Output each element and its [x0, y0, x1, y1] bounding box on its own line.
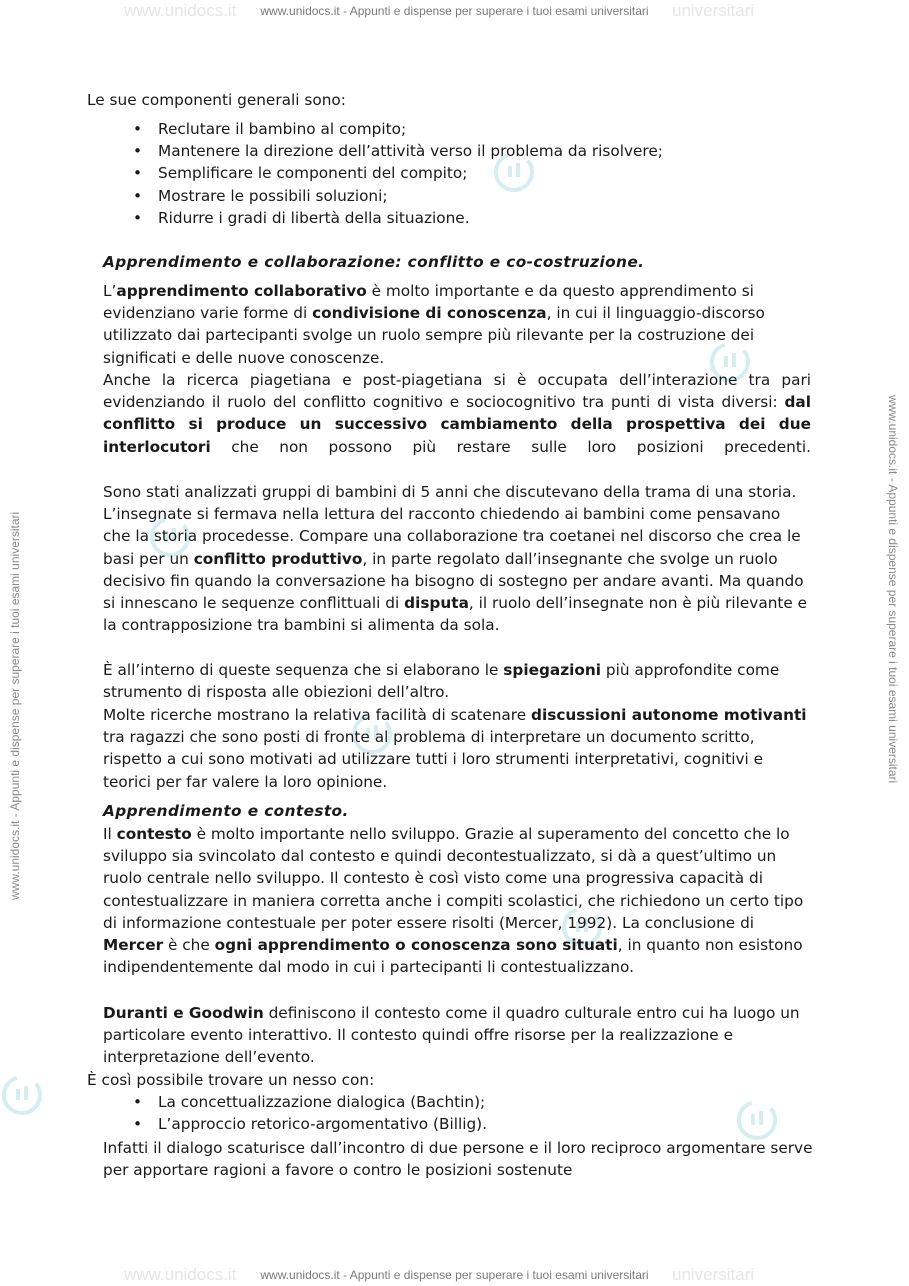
- unidocs-logo-icon: [0, 1073, 44, 1117]
- list-item: • L’approccio retorico-argomentativo (Billig).: [130, 1113, 810, 1135]
- text-run: Anche la ricerca piagetiana e post-piagetiana si è occupata dell’interazione tra pari evidenziando il ruolo del conflitto cognitivo e sociocognitivo tra punti di vista diversi:: [103, 371, 811, 412]
- list-item: • Reclutare il bambino al compito;: [130, 118, 810, 140]
- section-heading-collaboration: Apprendimento e collaborazione: conflitto e co-costruzione.: [103, 253, 645, 271]
- watermark-side-right: www.unidocs.it - Appunti e dispense per superare i tuoi esami universitari: [886, 395, 900, 784]
- emphasis: spiegazioni: [503, 661, 601, 679]
- emphasis: disputa: [404, 594, 469, 613]
- text-run: che non possono più restare sulle loro posizioni precedenti.: [210, 437, 811, 456]
- watermark-ghost-bottom-right: universitari: [672, 1265, 755, 1284]
- text-run: è molto importante e da questo apprendimento si evidenziano varie forme di: [103, 282, 754, 323]
- text-run: È all’interno di queste sequenza che si elaborano le: [103, 661, 504, 679]
- emphasis: contesto: [116, 825, 192, 843]
- watermark-header: www.unidocs.it - Appunti e dispense per superare i tuoi esami universitari: [260, 4, 649, 18]
- emphasis: Duranti e Goodwin: [103, 1004, 264, 1022]
- emphasis: conflitto produttivo: [193, 549, 363, 568]
- watermark-ghost-bottom-left: www.unidocs.it: [124, 1265, 237, 1284]
- section-heading-context: Apprendimento e contesto.: [103, 802, 349, 820]
- paragraph: [103, 1002, 803, 1069]
- paragraph: [103, 823, 811, 978]
- emphasis: Mercer: [103, 936, 164, 955]
- text-run: , in cui il linguaggio-discorso utilizzato dai partecipanti svolge un ruolo sempre più rilevante per la costruzione dei significati e delle nuove conoscenze.: [103, 304, 765, 367]
- emphasis: dal conflitto si produce un successivo cambiamento della prospettiva dei due interlocutori: [103, 393, 811, 456]
- emphasis: discussioni autonome motivanti: [531, 706, 807, 724]
- text-run: più approfondite come strumento di risposta alle obiezioni dell’altro.: [103, 661, 780, 702]
- text-run: Sono stati analizzati gruppi di bambini di 5 anni che discutevano della trama di una storia. L’insegnate si fermava nella lettura del racconto chiedendo ai bambini come pensavano che la storia procedesse. Compare una collaborazione tra coetanei nel discorso che crea le basi per un: [103, 483, 801, 568]
- paragraph: [103, 704, 809, 793]
- paragraph: [103, 280, 791, 369]
- text-run: , il ruolo dell’insegnate non è più rilevante e la contrapposizione tra bambini si alimenta da sola.: [103, 594, 808, 635]
- text-run: tra ragazzi che sono posti di fronte al problema di interpretare un documento scritto, rispetto a cui sono motivati ad utilizzare tutti i loro strumenti interpretativi, cognitivi e teorici per far valere la loro opinione.: [103, 728, 764, 791]
- list-item: • Semplificare le componenti del compito;: [130, 162, 810, 184]
- text-run: , in quanto non esistono indipendentemente dal modo in cui i partecipanti li contestualizzano.: [103, 936, 803, 977]
- paragraph: [103, 481, 811, 636]
- components-list: [130, 118, 810, 229]
- text-run: Il: [103, 825, 117, 843]
- text-run: L’: [103, 282, 117, 300]
- text-run: è che: [163, 936, 215, 955]
- text-run: Molte ricerche mostrano la relativa facilità di scatenare: [103, 706, 532, 724]
- watermark-side-left: www.unidocs.it - Appunti e dispense per superare i tuoi esami universitari: [8, 511, 22, 900]
- nexus-intro: È così possibile trovare un nesso con:: [87, 1071, 375, 1089]
- components-intro: Le sue componenti generali sono:: [87, 91, 346, 109]
- text-run: , in parte regolato dall’insegnante che svolge un ruolo decisivo fin quando la conversazione ha bisogno di sostegno per andare avanti. Ma quando si innescano le sequenze conflittuali di: [103, 549, 804, 613]
- text-run: definiscono il contesto come il quadro culturale entro cui ha luogo un particolare evento interattivo. Il contesto quindi offre risorse per la realizzazione e interpretazione dell’evento.: [103, 1004, 800, 1067]
- text-run: è molto importante nello sviluppo. Grazie al superamento del concetto che lo sviluppo sia svincolato dal contesto e quindi decontestualizzato, si dà a quest’ultimo un ruolo centrale nello sviluppo. Il contesto è così visto come una progressiva capacità di contestualizzare in maniera corretta anche i compiti scolastici, che richiedono un certo tipo di informazione contestuale per poter essere risolti (Mercer, 1992). La conclusione di: [103, 825, 804, 932]
- emphasis: apprendimento collaborativo: [116, 282, 367, 300]
- watermark-ghost-top-left: www.unidocs.it: [124, 1, 237, 20]
- watermark-footer: www.unidocs.it - Appunti e dispense per superare i tuoi esami universitari: [260, 1268, 649, 1282]
- closing-paragraph: Infatti il dialogo scaturisce dall’incontro di due persone e il loro reciproco argomentare serve per apportare ragioni a favore o contro le posizioni sostenute: [103, 1139, 813, 1180]
- list-item: • Mantenere la direzione dell’attività verso il problema da risolvere;: [130, 140, 810, 162]
- paragraph: [103, 659, 811, 703]
- nexus-list: [130, 1091, 810, 1135]
- emphasis: ogni apprendimento o conoscenza sono situati: [214, 936, 618, 955]
- watermark-ghost-top-right: universitari: [672, 1, 755, 20]
- paragraph: [103, 369, 811, 458]
- list-item: • Ridurre i gradi di libertà della situazione.: [130, 207, 810, 229]
- list-item: • Mostrare le possibili soluzioni;: [130, 185, 810, 207]
- emphasis: condivisione di conoscenza: [312, 304, 547, 323]
- list-item: • La concettualizzazione dialogica (Bachtin);: [130, 1091, 810, 1113]
